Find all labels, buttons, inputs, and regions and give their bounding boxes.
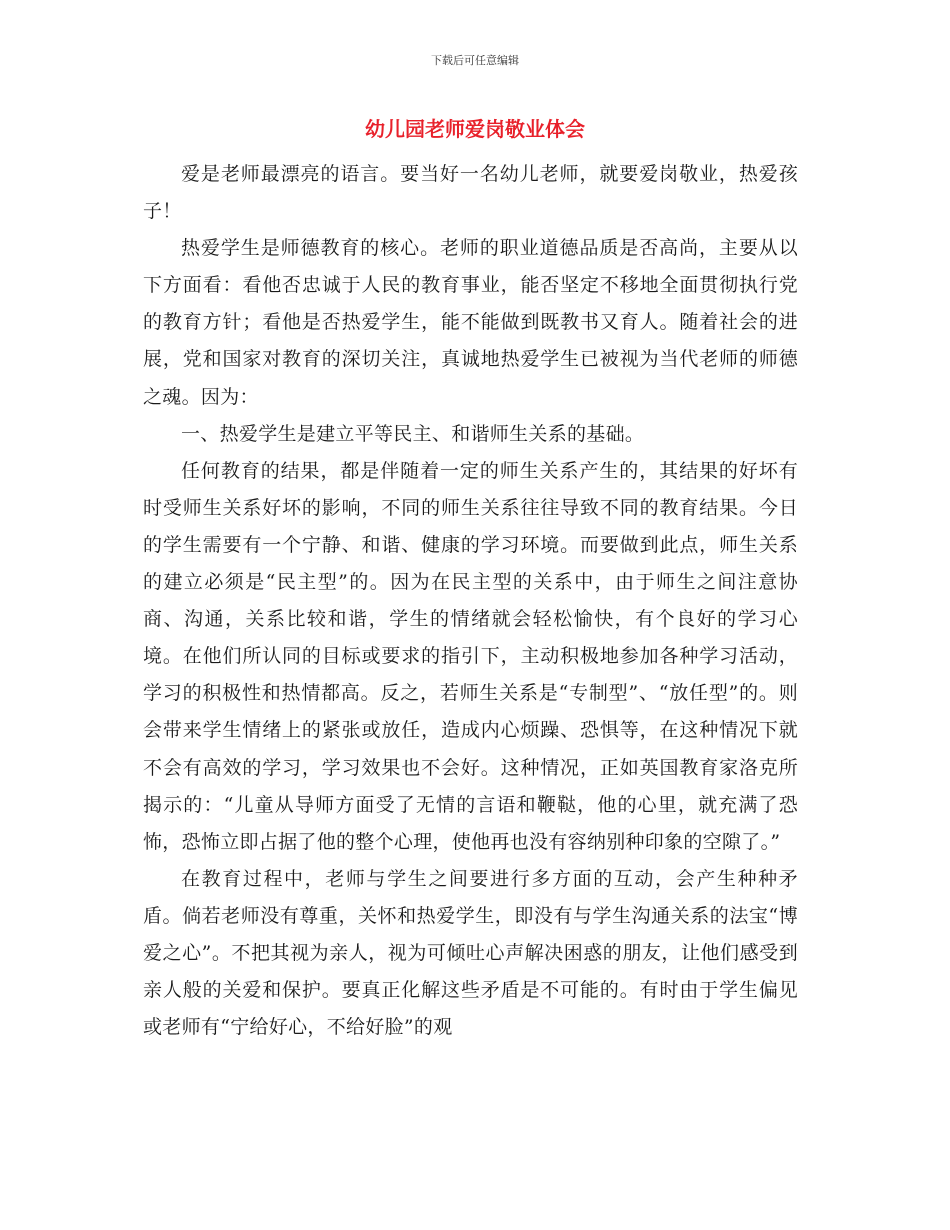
paragraph: 任何教育的结果，都是伴随着一定的师生关系产生的，其结果的好坏有时受师生关系好坏的影响，不同的师生关系往往导致不同的教育结果。今日的学生需要有一个宁静、和谐、健康的学习环境。而要做到此点，师生关系的建立必须是“民主型”的。因为在民主型的关系中，由于师生之间注意协商、沟通，关系比较和谐，学生的情绪就会轻松愉快，有个良好的学习心境。在他们所认同的目标或要求的指引下，主动积极地参加各种学习活动，学习的积极性和热情都高。反之，若师生关系是“专制型”、“放任型”的。则会带来学生情绪上的紧张或放任，造成内心烦躁、恐惧等，在这种情况下就不会有高效的学习，学习效果也不会好。这种情况，正如英国教育家洛克所揭示的：“儿童从导师方面受了无情的言语和鞭鞑，他的心里，就充满了恐怖，恐怖立即占据了他的整个心理，使他再也没有容纳别种印象的空隙了。” (143, 459, 798, 853)
paragraph: 爱是老师最漂亮的语言。要当好一名幼儿老师，就要爱岗敬业，热爱孩子！ (143, 163, 798, 223)
page-header-note: 下载后可任意编辑 (431, 54, 519, 67)
paragraph: 在教育过程中，老师与学生之间要进行多方面的互动，会产生种种矛盾。倘若老师没有尊重，关怀和热爱学生，即没有与学生沟通关系的法宝“博爱之心”。不把其视为亲人，视为可倾吐心声解决困惑的朋友，让他们感受到亲人般的关爱和保护。要真正化解这些矛盾是不可能的。有时由于学生偏见或老师有“宁给好心，不给好脸”的观 (143, 867, 798, 1039)
document-title: 幼儿园老师爱岗敬业体会 (365, 117, 585, 141)
paragraph: 热爱学生是师德教育的核心。老师的职业道德品质是否高尚，主要从以下方面看：看他否忠诚于人民的教育事业，能否坚定不移地全面贯彻执行党的教育方针；看他是否热爱学生，能不能做到既教书又育人。随着社会的进展，党和国家对教育的深切关注，真诚地热爱学生已被视为当代老师的师德之魂。因为： (143, 237, 798, 408)
document-body (143, 156, 798, 1046)
paragraph: 一、热爱学生是建立平等民主、和谐师生关系的基础。 (181, 422, 645, 445)
